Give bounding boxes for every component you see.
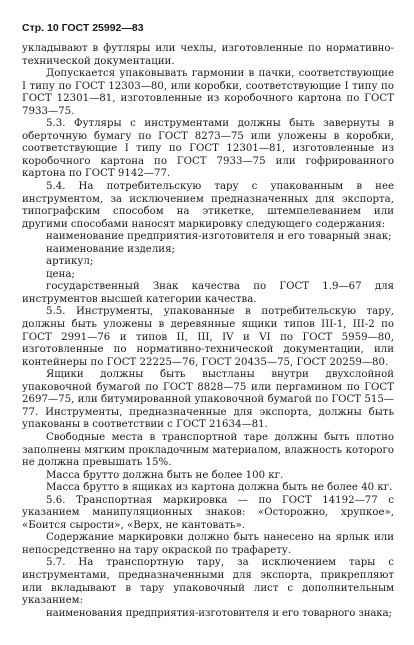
paragraph-15: Содержание маркировки должно быть нанесено на ярлык или непосредственно на тару окраской по трафарету. xyxy=(22,532,394,556)
paragraph-11: Свободные места в транспортной таре должны быть плотно заполнены мягким прокладочным материалом, влажность которого не должна превышать 15%. xyxy=(22,431,394,469)
paragraph-6: артикул; xyxy=(46,256,94,268)
paragraph-2: 5.3. Футляры с инструментами должны быть завернуты в оберточную бумагу по ГОСТ 8273—75 или уложены в коробки, соответствующие I типу по ГОСТ 12301—81, изготовленные из коробочного картона по ГОСТ 7933—75 или гофрированного картона по ГОСТ 9142—77. xyxy=(22,118,394,180)
paragraph-5: наименование изделия; xyxy=(46,243,175,255)
document-body xyxy=(22,43,394,620)
paragraph-0: укладывают в футляры или чехлы, изготовленные по нормативно-технической документации. xyxy=(22,43,394,67)
paragraph-14: 5.6. Транспортная маркировка — по ГОСТ 14192—77 с указанием манипуляционных знаков: «Осторожно, хрупкое», «Боится сырости», «Верх, не кантовать». xyxy=(22,494,394,531)
paragraph-13: Масса брутто в ящиках из картона должна быть не более 40 кг. xyxy=(46,482,393,494)
paragraph-12: Масса брутто должна быть не более 100 кг. xyxy=(46,469,284,481)
paragraph-16: 5.7. На транспортную тару, за исключением тары с инструментами, предназначенными для экспорта, прикрепляют или вкладывают в тару упаковочный лист с дополнительным указанием: xyxy=(22,557,394,607)
paragraph-7: цена; xyxy=(46,268,75,280)
paragraph-17: наименования предприятия-изготовителя и его товарного знака; xyxy=(46,607,392,619)
paragraph-3: 5.4. На потребительскую тару с упакованным в нее инструментом, за исключением предназначенных для экспорта, типографским способом на этикетке, штемпелеванием или другими способами наносят маркировку следующего содержания: xyxy=(22,181,394,230)
paragraph-1: Допускается упаковывать гармонии в пачки, соответствующие I типу по ГОСТ 12303—80, или коробки, соответствующие I типу по ГОСТ 12301—81, изготовленные из коробочного картона по ГОСТ 7933—75. xyxy=(22,68,394,117)
page-header: Стр. 10 ГОСТ 25992—83 xyxy=(22,22,144,34)
paragraph-9: 5.5. Инструменты, упакованные в потребительскую тару, должны быть уложены в деревянные ящики типов III-1, III-2 по ГОСТ 2991—76 и типов II, III, IV и VI по ГОСТ 5959—80, изготовленные по нормативно-технической документации, или контейнеры по ГОСТ 22225—76, ГОСТ 20435—75, ГОСТ 20259—80. xyxy=(22,306,394,368)
paragraph-8: государственный Знак качества по ГОСТ 1.9—67 для инструментов высшей категории качества. xyxy=(22,281,394,305)
document-page xyxy=(22,22,394,620)
paragraph-4: наименование предприятия-изготовителя и его товарный знак; xyxy=(46,231,392,243)
paragraph-10: Ящики должны быть выстланы внутри двухслойной упаковочной бумагой по ГОСТ 8828—75 или пергамином по ГОСТ 2697—75, или битумированной упаковочной бумагой по ГОСТ 515—77. Инструменты, предназначенные для экспорта, должны быть упакованы в соответствии с ГОСТ 21634—81. xyxy=(22,369,394,431)
